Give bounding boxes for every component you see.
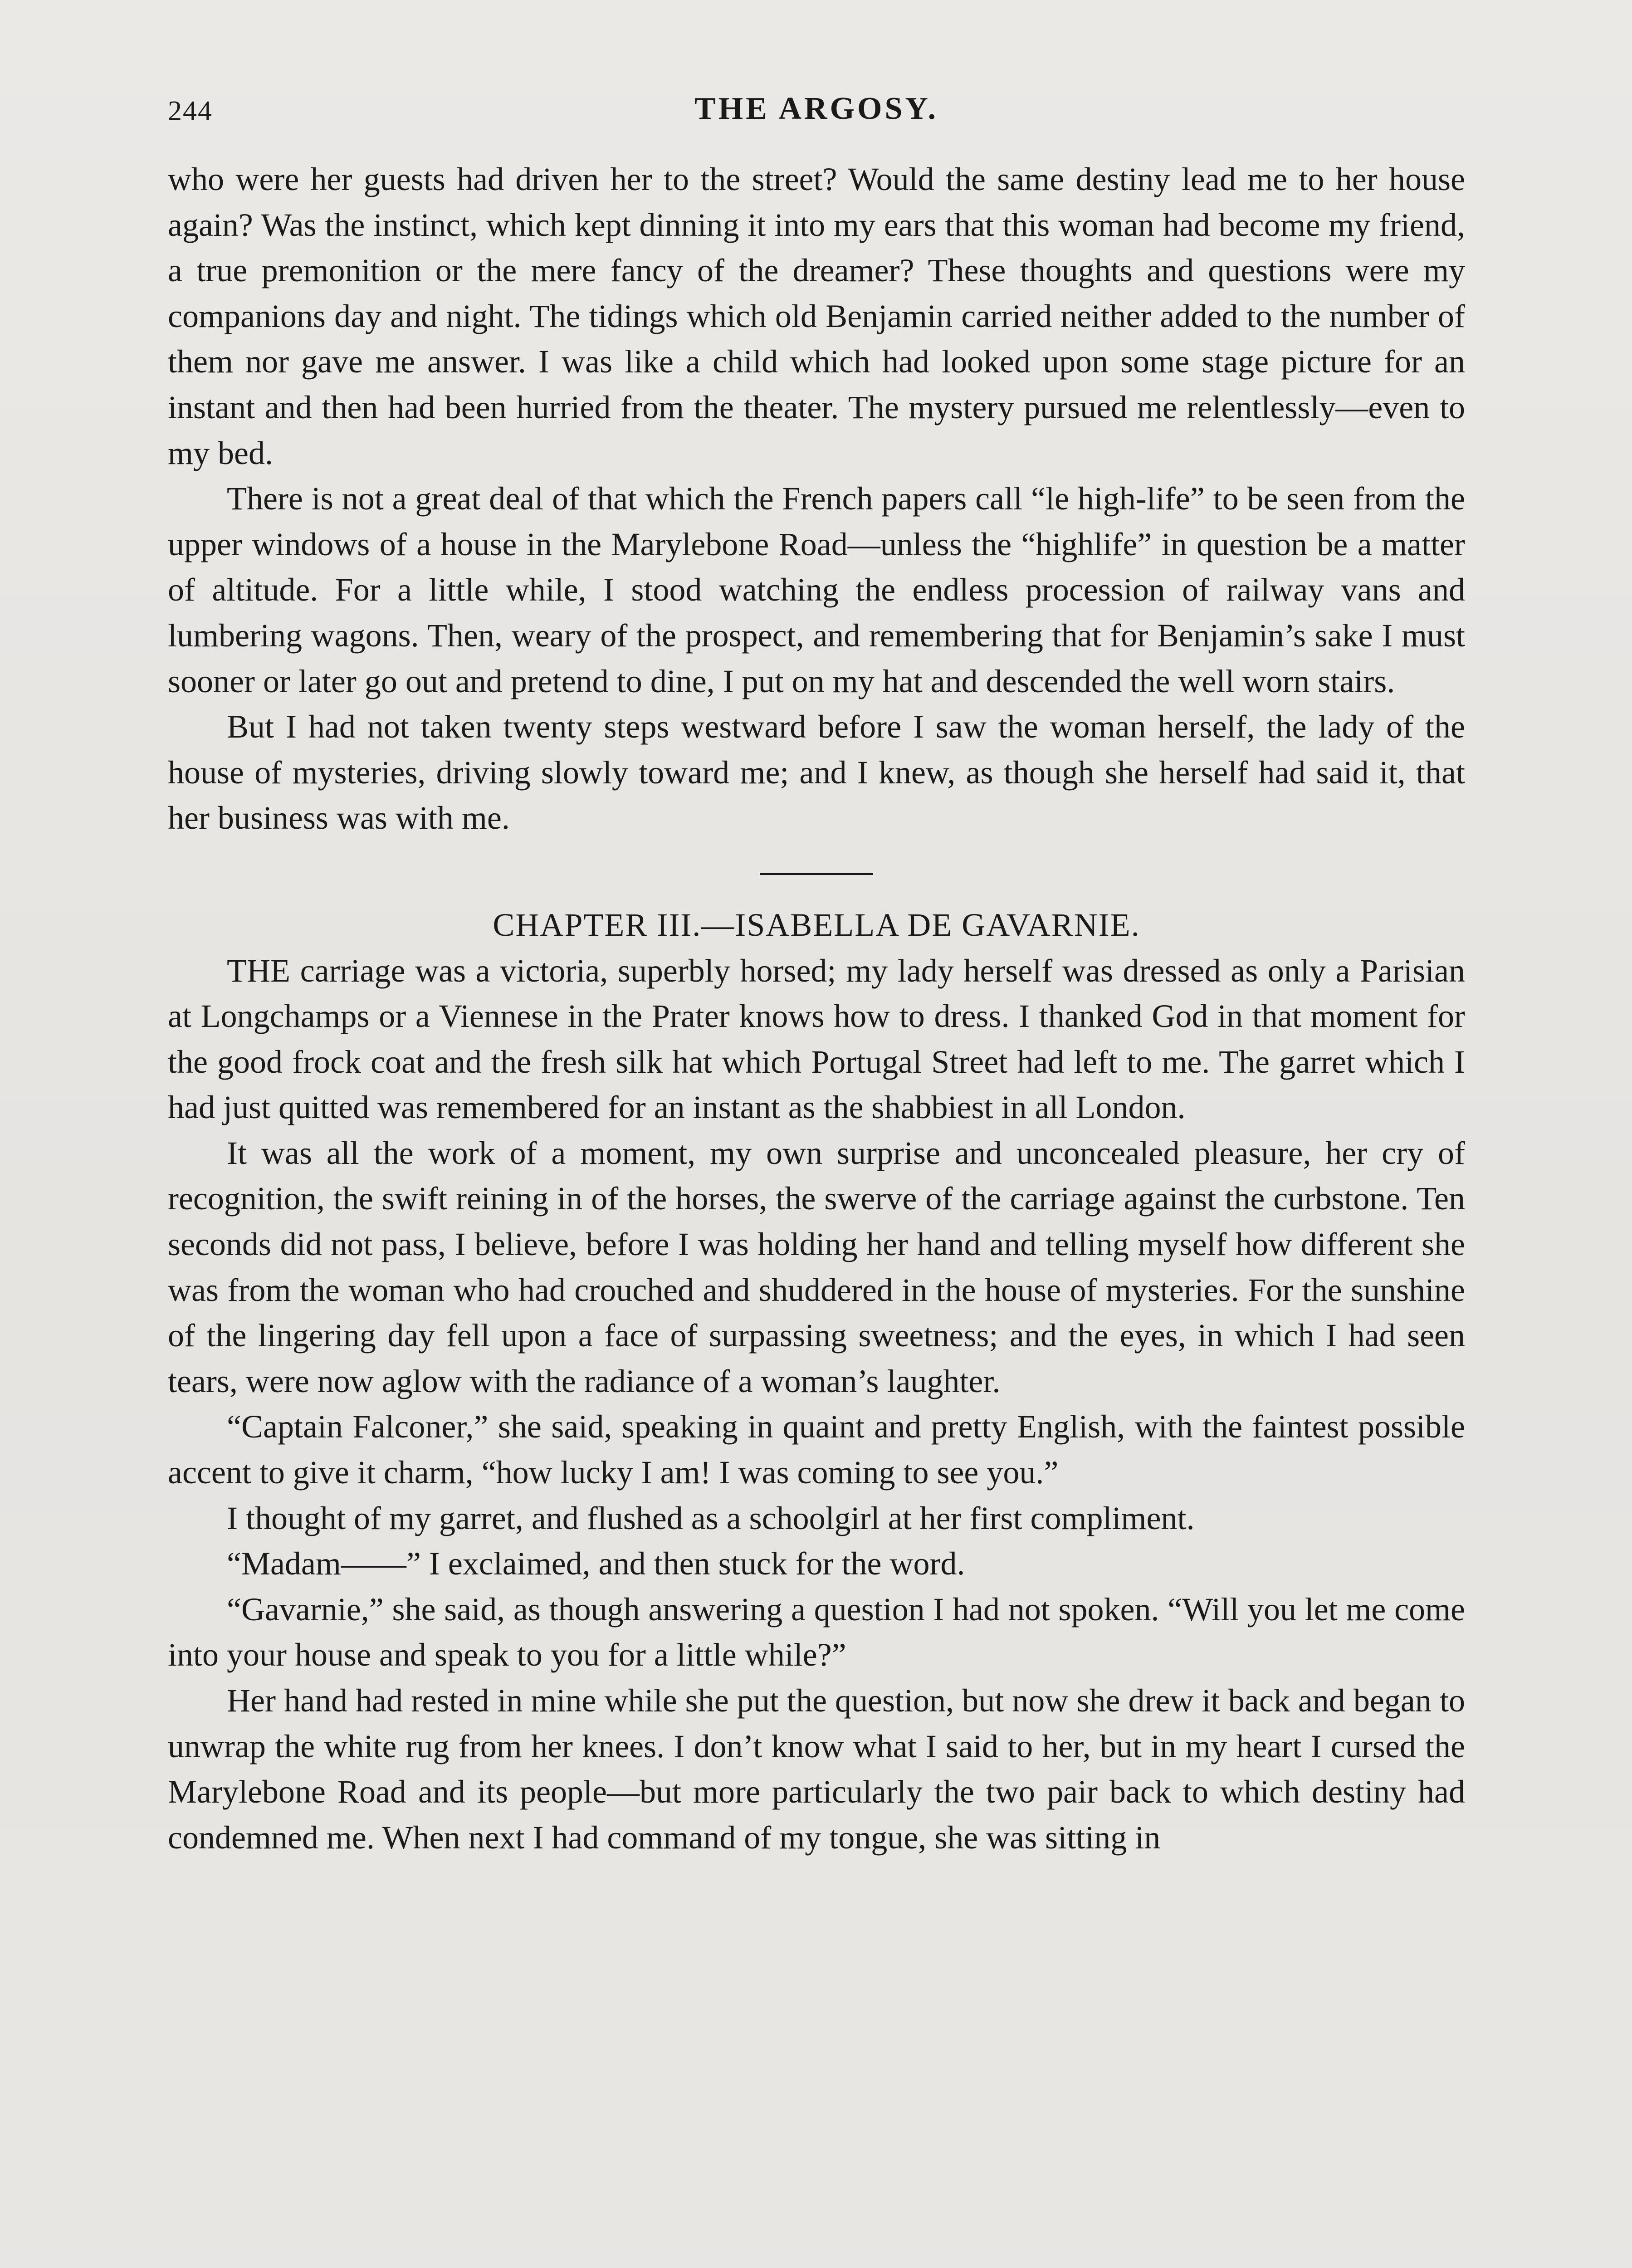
paragraph: Her hand had rested in mine while she put the question, but now she drew it back and began to unwrap the white rug from her knees. I don’t know what I said to her, but in my heart I cursed the Marylebone Road and its people—but more particularly the two pair back to which destiny had condemned me. When next I had command of my tongue, she was sitting in <box>168 1682 1465 1856</box>
paragraph: “Captain Falconer,” she said, speaking in quaint and pretty English, with the faintest possible accent to give it charm, “how lucky I am! I was coming to see you.” <box>168 1408 1465 1491</box>
paragraph: I thought of my garret, and flushed as a schoolgirl at her first compliment. <box>227 1500 1195 1536</box>
running-title: THE ARGOSY. <box>694 91 939 126</box>
chapter-heading: CHAPTER III.—ISABELLA DE GAVARNIE. <box>493 906 1140 943</box>
paragraph: There is not a great deal of that which the French papers call “le high-life” to be seen from the upper windows of a house in the Marylebone Road—unless the “highlife” in question be a matter of altitude. For a little while, I stood watching the endless procession of railway vans and lumbering wagons. Then, weary of the prospect, and remembering that for Benjamin’s sake I must sooner or later go out and pretend to dine, I put on my hat and descended the well worn stairs. <box>168 480 1465 699</box>
paragraph: THE carriage was a victoria, superbly horsed; my lady herself was dressed as only a Parisian at Longchamps or a Viennese in the Prater knows how to dress. I thanked God in that moment for the good frock coat and the fresh silk hat which Portugal Street had left to me. The garret which I had just quitted was remembered for an instant as the shabbiest in all London. <box>168 952 1465 1126</box>
paragraph: But I had not taken twenty steps westward before I saw the woman herself, the lady of the house of mysteries, driving slowly toward me; and I knew, as though she herself had said it, that her business was with me. <box>168 709 1465 836</box>
page-number: 244 <box>168 96 213 127</box>
section-divider <box>760 873 873 875</box>
paragraph: It was all the work of a moment, my own surprise and unconcealed pleasure, her cry of recognition, the swift reining in of the horses, the swerve of the carriage against the curbstone. Ten seconds did not pass, I believe, before I was holding her hand and telling myself how different she was from the woman who had crouched and shuddered in the house of mysteries. For the sunshine of the lingering day fell upon a face of surpassing sweetness; and the eyes, in which I had seen tears, were now aglow with the radiance of a woman’s laughter. <box>168 1134 1465 1399</box>
paragraph: “Gavarnie,” she said, as though answering a question I had not spoken. “Will you let me come into your house and speak to you for a little while?” <box>168 1591 1465 1673</box>
page-header <box>168 91 1465 145</box>
page-body <box>168 156 1465 1860</box>
paragraph: “Madam——” I exclaimed, and then stuck for the word. <box>227 1545 965 1582</box>
paragraph: who were her guests had driven her to the street? Would the same destiny lead me to her house again? Was the instinct, which kept dinning it into my ears that this woman had become my friend, a true premonition or the mere fancy of the dreamer? These thoughts and questions were my companions day and night. The tidings which old Benjamin carried neither added to the number of them nor gave me answer. I was like a child which had looked upon some stage picture for an instant and then had been hurried from the theater. The mystery pursued me relentlessly—even to my bed. <box>168 161 1465 471</box>
